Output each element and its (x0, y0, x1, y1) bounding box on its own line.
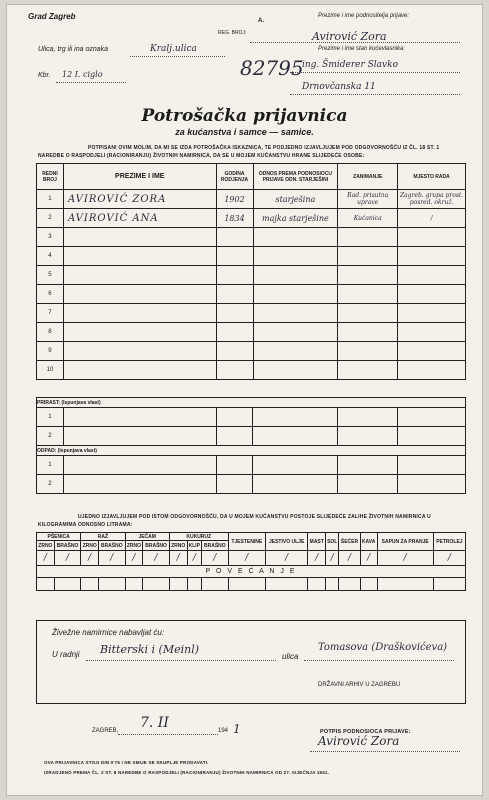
person-occupation-cell (338, 323, 398, 342)
person-place-cell (398, 228, 466, 247)
col-name: PREZIME I IME (63, 164, 216, 190)
col-no: REDNI BROJ (37, 164, 64, 190)
person-year-cell (216, 304, 253, 323)
footer-year-prefix: 194 (218, 728, 229, 734)
food-entry-cell: / (37, 551, 55, 566)
person-occupation-cell (338, 285, 398, 304)
odpad-row-2: 2 (37, 475, 64, 494)
person-row (37, 247, 466, 266)
food-single-7: PETROLEJ (433, 533, 465, 551)
food-sub-7: KLIP (188, 542, 201, 549)
food-entry-cell: / (81, 551, 99, 566)
person-no-cell: 9 (37, 342, 64, 361)
povecanje-label: P O V E Ć A N J E (37, 566, 466, 578)
person-occupation-cell (338, 247, 398, 266)
food-increase-cell (202, 578, 229, 591)
person-occupation-cell: Rad. prisutna uprave (338, 190, 398, 209)
reg-number: 82795 (240, 56, 304, 80)
food-sub-8: BRAŠNO (202, 541, 229, 551)
food-increase-cell (99, 578, 126, 591)
person-occupation-cell (338, 228, 398, 247)
form-letter: A. (258, 18, 264, 24)
col-relation: ODNOS PREMA PODNOSIOCU PRIJAVE ODN. STARJEŠINI (253, 164, 338, 190)
person-relation-cell (253, 266, 338, 285)
footer-place: ZAGREB, (92, 728, 119, 734)
person-row (37, 209, 466, 228)
food-entry-cell: / (265, 551, 307, 566)
food-entry-cell: / (187, 551, 202, 566)
person-place-cell: / (398, 209, 466, 228)
food-entry-cell: / (99, 551, 126, 566)
house-label: Kbr. (38, 72, 51, 79)
person-place-cell: Zagreb. grupa prost. posred. okruž. (398, 190, 466, 209)
reg-label: REG. BROJ: (218, 30, 247, 36)
person-year-cell (216, 228, 253, 247)
person-occupation-cell (338, 304, 398, 323)
person-row (37, 323, 466, 342)
person-no-cell: 5 (37, 266, 64, 285)
food-group-2: JEČAM (125, 533, 169, 541)
person-relation-cell (253, 342, 338, 361)
food-single-4: ŠEĆER (339, 533, 360, 551)
food-entry-cell: / (377, 551, 433, 566)
person-relation-cell: majka starješine (253, 209, 338, 228)
food-group-3: KUKURUZ (169, 533, 228, 541)
food-sub-2: ZRNO (82, 542, 97, 549)
food-single-6: SAPUN ZA PRANJE (377, 533, 433, 551)
food-increase-cell (308, 578, 326, 591)
food-sub-3: BRAŠNO (99, 541, 126, 551)
person-row (37, 361, 466, 380)
food-increase-cell (360, 578, 377, 591)
owner-address: Drnovčanska 11 (302, 82, 376, 92)
person-relation-cell (253, 247, 338, 266)
person-no-cell: 3 (37, 228, 64, 247)
prirast-label: PRIRAST: (Ispunjava vlast) (37, 398, 466, 408)
person-no-cell: 6 (37, 285, 64, 304)
person-row (37, 285, 466, 304)
person-relation-cell (253, 361, 338, 380)
food-entry-cell: / (228, 551, 265, 566)
food-increase-cell (326, 578, 339, 591)
food-increase-cell (81, 578, 99, 591)
person-relation-cell (253, 285, 338, 304)
prirast-row-1: 1 (37, 408, 64, 427)
footer-date: 7. II (140, 715, 169, 731)
person-row (37, 342, 466, 361)
house-line (56, 82, 126, 83)
declaration-text: POTPISANI OVIM MOLIM, DA MI SE IZDA POTROŠAČKA ISKAZNICA, TE PODJEDNO IZJAVLJUJEM POD ODGOVORNOŠĆU IZ ČL. 18 ST. 1 NAREDBE O RASPODJELI (RACIONIRANJU) ŽIVOTNIH NAMIRNICA, DA SE U MOJEM KUĆANSTVU HRANE SLIJEDEĆE OSOBE: (38, 145, 440, 159)
food-sub-6: ZRNO (171, 542, 186, 549)
food-sub-0: ZRNO (38, 542, 53, 549)
purchase-street-label: ulica (282, 652, 299, 661)
person-name-cell (63, 304, 216, 323)
person-occupation-cell: Kućanica (338, 209, 398, 228)
person-place-cell (398, 266, 466, 285)
person-no-cell: 2 (37, 209, 64, 228)
sign-label: POTPIS PODNOSIOCA PRIJAVE: (320, 729, 411, 735)
owner-label: Prezime i ime stan kućevlasnika: (318, 46, 406, 52)
person-place-cell (398, 247, 466, 266)
food-increase-cell (433, 578, 465, 591)
food-entry-cell: / (54, 551, 81, 566)
purchase-street-value: Tomasova (Draškovićeva) (318, 642, 448, 653)
food-entry-cell: / (326, 551, 339, 566)
person-row (37, 228, 466, 247)
col-occupation: ZANIMANJE (338, 164, 398, 190)
person-year-cell: 1834 (216, 209, 253, 228)
person-year-cell: 1902 (216, 190, 253, 209)
food-sub-4: ZRNO (126, 542, 142, 549)
odpad-label: ODPAD: (Ispunjava vlast) (37, 446, 466, 456)
footer-note-1: OVA PRIJAVNICA STOJI DIN 0'75 I NE SMIJE SE SKUPLJE PRODAVATI. (44, 760, 209, 765)
shop-label: U radnji (52, 650, 80, 659)
form-subtitle: za kućanstva i samce — samice. (175, 127, 314, 137)
city-label: Grad Zagreb (28, 12, 76, 21)
food-sub-5: BRAŠNO (143, 541, 170, 551)
shop-value: Bitterski i (Meinl) (100, 643, 200, 656)
prirast-table (36, 397, 466, 494)
food-entry-cell: / (339, 551, 360, 566)
date-line (118, 734, 218, 735)
person-no-cell: 4 (37, 247, 64, 266)
person-relation-cell (253, 323, 338, 342)
food-increase-cell (54, 578, 81, 591)
person-no-cell: 1 (37, 190, 64, 209)
person-year-cell (216, 285, 253, 304)
food-entry-cell: / (125, 551, 143, 566)
food-entry-cell: / (433, 551, 465, 566)
col-place: MJESTO RADA (398, 164, 466, 190)
person-place-cell (398, 342, 466, 361)
food-increase-cell (125, 578, 143, 591)
food-increase-cell (187, 578, 202, 591)
archive-stamp: DRŽAVNI ARHIV U ZAGREBU (318, 682, 401, 688)
food-increase-cell (377, 578, 433, 591)
footer-note-2: IZRADJENO PREMA ČL. 2 ST. 8 NAREDBE O RASPODJELI (RACIONIRANJU) ŽIVOTNIH NAMIRNICA OD 27. SIJEČNJA 1941. (44, 770, 330, 775)
shop-line (86, 660, 276, 661)
owner-address-line (290, 94, 460, 95)
food-single-2: MAST (308, 533, 326, 551)
food-increase-cell (228, 578, 265, 591)
holder-value: Avirović Zora (312, 30, 387, 43)
person-place-cell (398, 361, 466, 380)
food-single-3: SOL (326, 533, 339, 551)
food-entry-cell: / (308, 551, 326, 566)
food-sub-1: BRAŠNO (54, 541, 81, 551)
person-no-cell: 10 (37, 361, 64, 380)
odpad-row-1: 1 (37, 456, 64, 475)
person-year-cell (216, 361, 253, 380)
food-increase-cell (169, 578, 187, 591)
food-single-1: JESTIVO ULJE (265, 533, 307, 551)
food-increase-cell (37, 578, 55, 591)
person-name-cell (63, 266, 216, 285)
signature: Avirović Zora (318, 734, 400, 748)
persons-table (36, 163, 466, 380)
footer-year: 1 (233, 722, 241, 736)
food-entry-cell: / (169, 551, 187, 566)
person-relation-cell (253, 228, 338, 247)
food-entry-cell: / (143, 551, 170, 566)
street-line (130, 56, 225, 57)
person-name-cell (63, 361, 216, 380)
person-name-cell (63, 342, 216, 361)
person-year-cell (216, 323, 253, 342)
food-group-0: PŠENICA (37, 533, 81, 541)
person-year-cell (216, 266, 253, 285)
person-row (37, 266, 466, 285)
person-name-cell: AVIROVIĆ ANA (63, 209, 216, 228)
person-relation-cell (253, 304, 338, 323)
food-entry-row (37, 551, 466, 566)
food-table (36, 532, 466, 591)
food-declaration: UJEDNO IZJAVLJUJEM POD ISTOM ODGOVORNOŠĆU, DA U MOJEM KUĆANSTVU POSTOJE SLIJEDEĆE ZALIHE ŽIVOTNIH NAMIRNICA U KILOGRAMIMA ODNOSNO LITRAMA: (38, 514, 431, 528)
holder-label: Prezime i ime podnositelja prijave: (318, 13, 410, 19)
house-value: 12 I. ciglo (62, 70, 103, 79)
owner-value: ing. Šmiderer Slavko (302, 60, 398, 70)
person-place-cell (398, 304, 466, 323)
food-entry-cell: / (202, 551, 229, 566)
food-single-0: TJESTENINE (228, 533, 265, 551)
street-value: Kralj.ulica (150, 44, 197, 54)
person-year-cell (216, 247, 253, 266)
form-title: Potrošačka prijavnica (141, 106, 348, 126)
person-place-cell (398, 285, 466, 304)
food-single-5: KAVA (360, 533, 377, 551)
person-occupation-cell (338, 342, 398, 361)
person-place-cell (398, 323, 466, 342)
person-year-cell (216, 342, 253, 361)
person-row (37, 304, 466, 323)
persons-header-row (37, 164, 466, 190)
street-label: Ulica, trg ili ina oznaka (38, 46, 109, 53)
person-relation-cell: starješina (253, 190, 338, 209)
person-name-cell (63, 228, 216, 247)
person-occupation-cell (338, 361, 398, 380)
person-name-cell (63, 285, 216, 304)
food-group-1: RAŽ (81, 533, 125, 541)
person-no-cell: 7 (37, 304, 64, 323)
col-year: GODINA RODJENJA (216, 164, 253, 190)
prirast-row-2: 2 (37, 427, 64, 446)
person-row (37, 190, 466, 209)
person-name-cell: AVIROVIĆ ZORA (63, 190, 216, 209)
food-increase-cell (265, 578, 307, 591)
owner-line (290, 72, 460, 73)
person-no-cell: 8 (37, 323, 64, 342)
food-increase-cell (143, 578, 170, 591)
person-occupation-cell (338, 266, 398, 285)
purchase-street-line (304, 660, 454, 661)
purchase-intro: Živežne namirnice nabavljat ću: (52, 628, 165, 637)
sign-line (310, 751, 460, 752)
food-increase-row (37, 578, 466, 591)
person-name-cell (63, 323, 216, 342)
person-name-cell (63, 247, 216, 266)
food-increase-cell (339, 578, 360, 591)
food-entry-cell: / (360, 551, 377, 566)
